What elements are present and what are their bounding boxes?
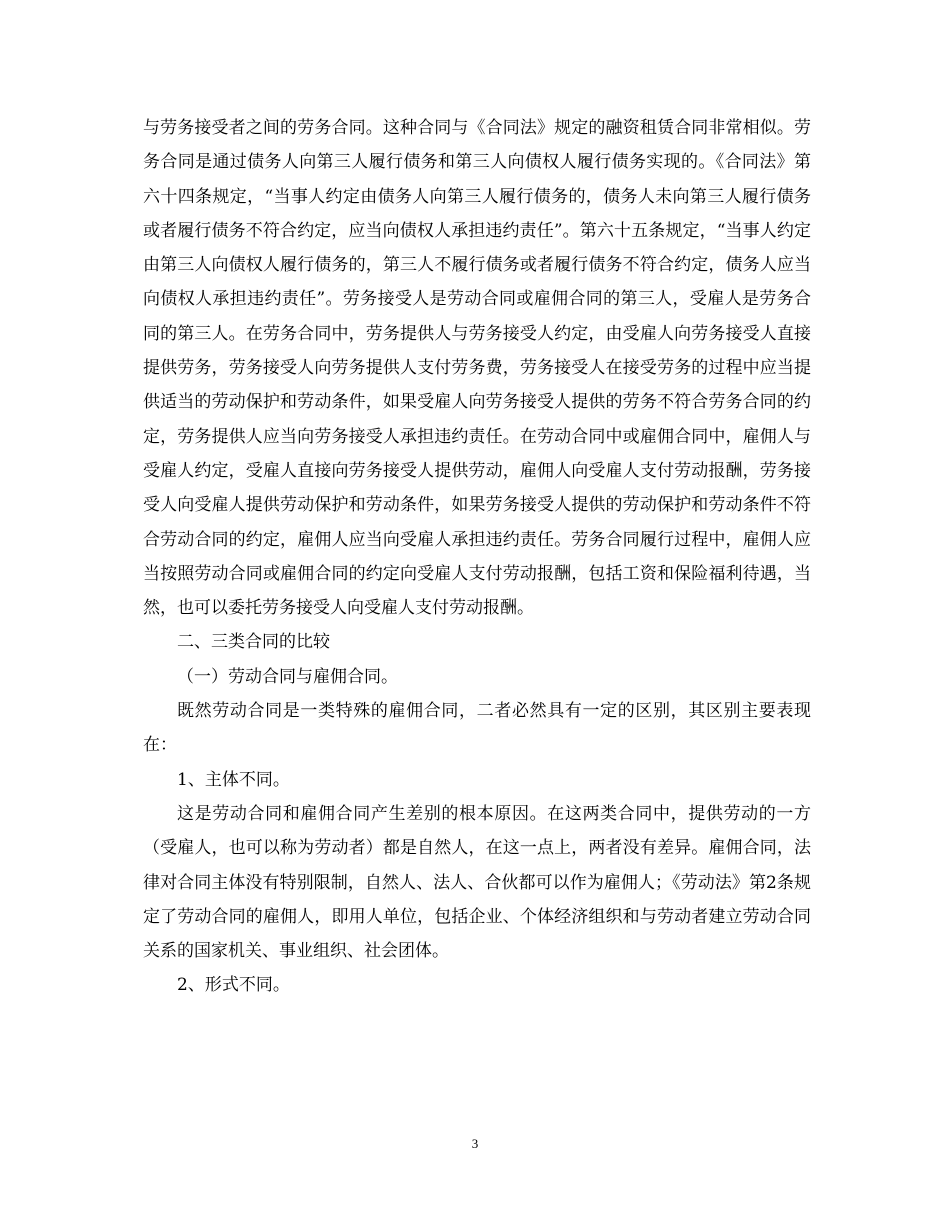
paragraph-continuation: 与劳务接受者之间的劳务合同。这种合同与《合同法》规定的融资租赁合同非常相似。劳务合同是通过债务人向第三人履行债务和第三人向债权人履行债务实现的。《合同法》第六十四条规定，“当事人约定由债务人向第三人履行债务的，债务人未向第三人履行债务或者履行债务不符合约定，应当向债权人承担违约责任”。第六十五条规定，“当事人约定由第三人向债权人履行债务的，第三人不履行债务或者履行债务不符合约定，债务人应当向债权人承担违约责任”。劳务接受人是劳动合同或雇佣合同的第三人，受雇人是劳务合同的第三人。在劳务合同中，劳务提供人与劳务接受人约定，由受雇人向劳务接受人直接提供劳务，劳务接受人向劳务提供人支付劳务费，劳务接受人在接受劳务的过程中应当提供适当的劳动保护和劳动条件，如果受雇人向劳务接受人提供的劳务不符合劳务合同的约定，劳务提供人应当向劳务接受人承担违约责任。在劳动合同中或雇佣合同中，雇佣人与受雇人约定，受雇人直接向劳务接受人提供劳动，雇佣人向受雇人支付劳动报酬，劳务接受人向受雇人提供劳动保护和劳动条件，如果劳务接受人提供的劳动保护和劳动条件不符合劳动合同的约定，雇佣人应当向受雇人承担违约责任。劳务合同履行过程中，雇佣人应当按照劳动合同或雇佣合同的约定向受雇人支付劳动报酬，包括工资和保险福利待遇，当然，也可以委托劳务接受人向受雇人支付劳动报酬。 bbox=[143, 118, 811, 619]
page-number: 3 bbox=[471, 1136, 479, 1151]
point-heading-1: 1、主体不同。 bbox=[177, 769, 290, 790]
paragraph-intro: 既然劳动合同是一类特殊的雇佣合同，二者必然具有一定的区别，其区别主要表现在： bbox=[143, 701, 811, 756]
point-heading-2: 2、形式不同。 bbox=[177, 975, 290, 996]
document-body bbox=[143, 111, 811, 1003]
section-heading: 二、三类合同的比较 bbox=[177, 632, 330, 653]
subsection-heading: （一）劳动合同与雇佣合同。 bbox=[177, 666, 398, 687]
paragraph-subject: 这是劳动合同和雇佣合同产生差别的根本原因。在这两类合同中，提供劳动的一方（受雇人，也可以称为劳动者）都是自然人，在这一点上，两者没有差异。雇佣合同，法律对合同主体没有特别限制，自然人、法人、合伙都可以作为雇佣人；《劳动法》第2条规定了劳动合同的雇佣人，即用人单位，包括企业、个体经济组织和与劳动者建立劳动合同关系的国家机关、事业组织、社会团体。 bbox=[143, 803, 811, 962]
